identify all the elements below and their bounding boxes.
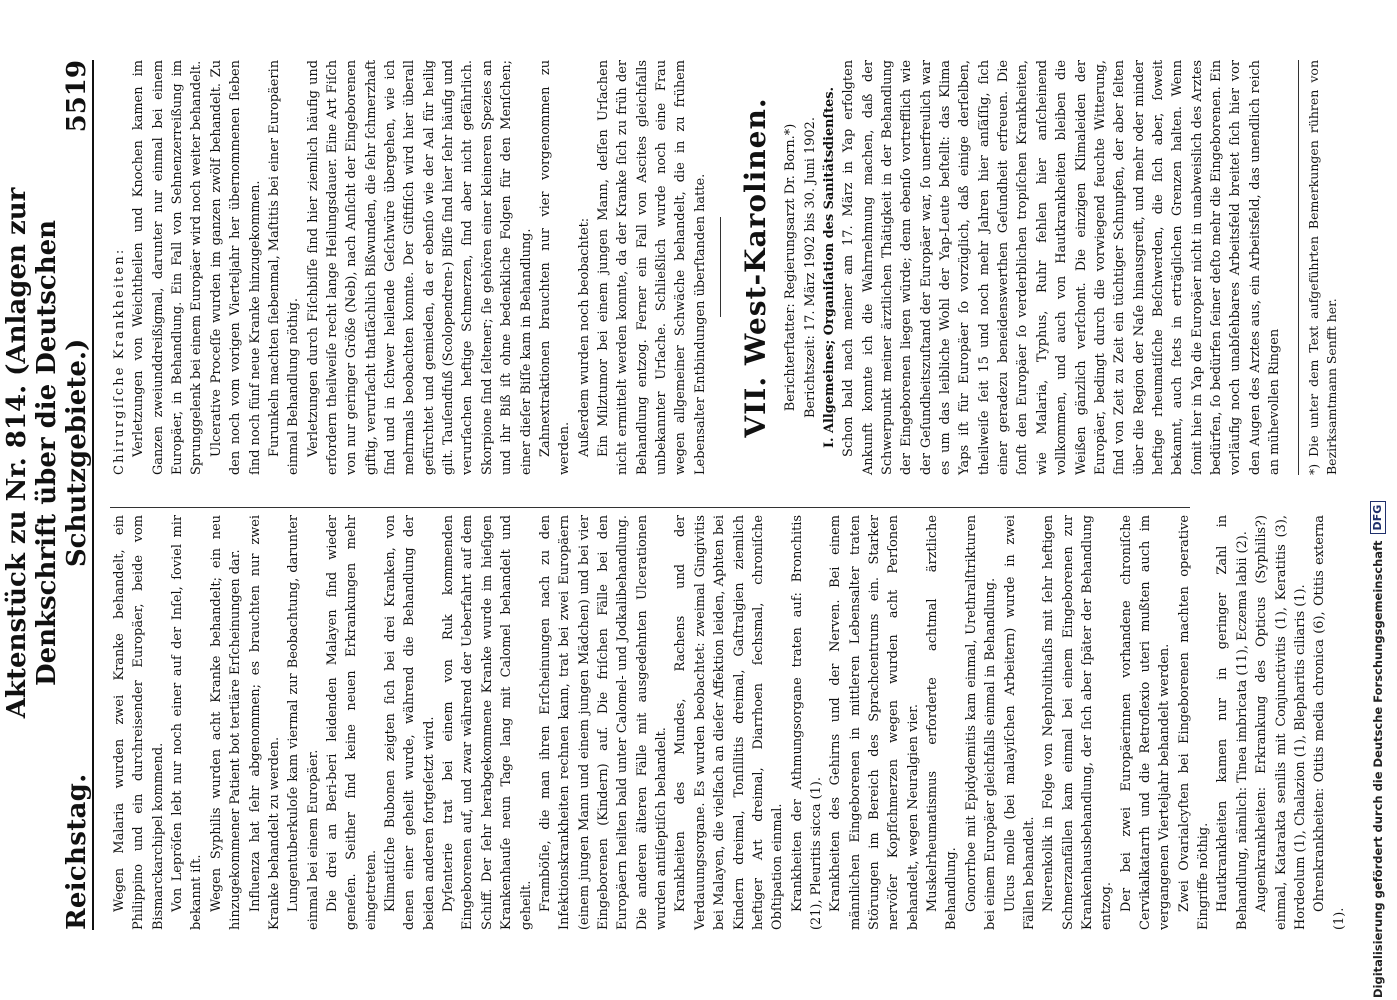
- paragraph: Nierenkolik in Folge von Nephrolithiaſis mit ſehr heftigen Schmerzanfällen kam einmal bei einem Eingeborenen zur Krankenhausbehandlung, der ſich aber ſpäter der Behandlung entzog.: [1041, 515, 1115, 930]
- page-number: 5519: [62, 60, 92, 133]
- header-title: Aktenstück zu Nr. 814. (Anlagen zur Denkschrift über die Deutschen Schutzgebiete.): [2, 187, 92, 719]
- paragraph: Zwei Ovarialcyſten bei Eingeborenen machten operative Eingriffe nöthig.: [1176, 515, 1212, 930]
- paragraph: Verletzungen durch Fiſchbiſſe ſind hier ziemlich häufig und erfordern theilweiſe recht lange Heilungsdauer. Eine Art Fiſch von nur geringer Größe (Neb), nach Anſicht der Eingeborenen giftig, verurſacht thatſächlich Bißwunden, die ſehr ſchmerzhaft ſind und in ſchwer heilende Geſchwüre übergehen, wie ich mehrmals beobachten konnte. Der Giftfiſch wird hier überall gefürchtet und gemieden, da er ebenſo wie der Aal für heilig gilt. Tauſendfuß (Scolopendren-) Biſſe ſind hier ſehr häufig und verurſachen heftige Schmerzen, ſind aber nicht gefährlich. Skorpione ſind ſeltener; ſie gehören einer kleineren Spezies an und ihr Biß iſt ohne bedenkliche Folgen für den Menſchen; einer dieſer Biſſe kam in Behandlung.: [305, 60, 534, 475]
- paragraph: Der bei zwei Europäerinnen vorhandene chroniſche Cervikalkatarrh und die Retroflexio uteri mußten auch im vergangenen Vierteljahr behandelt werden.: [1118, 515, 1173, 930]
- section-heading: [735, 60, 777, 475]
- paragraph: Die drei an Beri-beri leidenden Malayen ſind wieder geneſen. Seither ſind keine neuen Erkrankungen mehr eingetreten.: [324, 515, 379, 930]
- paragraph: Ohrenkrankheiten: Otitis media chronica (6), Otitis externa (1).: [1312, 515, 1347, 930]
- paragraph: Ein Milztumor bei einem jungen Mann, deſſen Urſachen nicht ermittelt werden konnte, da der Kranke ſich zu früh der Behandlung entzog. Ferner ein Fall von Ascites gleichfalls unbekannter Urſache. Schließlich wurde noch eine Frau wegen allgemeiner Schwäche behandelt, die in zu frühem Lebensalter Entbindungen überſtanden hatte.: [595, 60, 708, 475]
- paragraph: Zahnextraktionen brauchten nur vier vorgenommen zu werden.: [537, 60, 573, 475]
- paragraph: Außerdem wurden noch beobachtet:: [576, 217, 592, 457]
- paragraph: Gonorrhoe mit Epidydemitis kam einmal, Urethralſtrikturen bei einem Europäer gleichfalls einmal in Behandlung.: [963, 515, 999, 930]
- subsection-heading: I. Allgemeines; Organiſation des Sanitätsdienſtes.: [821, 86, 837, 449]
- left-column: [110, 515, 1349, 930]
- paragraph: Ulcus molle (bei malayiſchen Arbeitern) wurde in zwei Fällen behandelt.: [1002, 515, 1037, 930]
- paragraph: Krankheiten des Mundes, Rachens und der Verdauungsorgane. Es wurden beobachtet: zweimal Gingivitis bei Malayen, die vielfach an dieſer Affektion leiden, Aphten bei Kindern dreimal, Tonſillitis dreimal, Gaſtralgien ziemlich heftiger Art dreimal, Diarrhoen ſechsmal, chroniſche Obſtipation einmal.: [673, 515, 786, 930]
- paragraph: Dyſenterie trat bei einem von Ruk kommenden Eingeborenen auf, und zwar während der Ueberfahrt auf dem Schiff. Der ſehr herabgekommene Kranke wurde im hieſigen Krankenhauſe neun Tage lang mit Calomel behandelt und geheilt.: [441, 515, 534, 930]
- section-separator: [720, 218, 721, 318]
- paragraph: Lungentuberkuloſe kam viermal zur Beobachtung, darunter einmal bei einem Europäer.: [286, 515, 321, 930]
- paragraph: Muskelrheumatismus erforderte achtmal ärztliche Behandlung.: [925, 515, 960, 930]
- report-period: Berichtszeit: 17. März 1902 bis 30. Juni 1902.: [802, 117, 818, 418]
- header-left: Reichstag.: [62, 773, 92, 930]
- paragraph: Wegen Malaria wurden zwei Kranke behandelt, ein Philippino und ein durchreisender Europäer, beide vom Bismarckarchipel kommend.: [112, 515, 166, 930]
- section-numeral: VII.: [739, 375, 773, 438]
- right-column: [110, 60, 1340, 475]
- paragraph: Influenza hat ſehr abgenommen; es brauchten nur zwei Kranke behandelt zu werden.: [247, 515, 282, 930]
- paragraph: Wegen Syphilis wurden acht Kranke behandelt; ein neu hinzugekommener Patient bot tertiäre Erſcheinungen dar.: [208, 515, 244, 930]
- paragraph: Krankheiten des Gehirns und der Nerven. Bei einem männlichen Eingeborenen in mittleren Lebensalter traten Störungen im Bereich des Sprachcentrums ein. Starker nervöſer Kopfſchmerzen wegen wurden acht Perſonen behandelt, wegen Neuralgien vier.: [828, 515, 921, 930]
- paragraph: Schon bald nach meiner am 17. März in Yap erfolgten Ankunft konnte ich die Wahrnehmung machen, daß der Schwerpunkt meiner ärztlichen Thätigkeit in der Behandlung der Eingeborenen liegen würde; denn ebenſo vortrefflich wie der Geſundheitszuſtand der Europäer war, ſo unerfreulich war es um das leibliche Wohl der Yap-Leute beſtellt: das Klima Yaps iſt für Europäer ſo vorzüglich, daß einige derſelben, theilweiſe ſeit 15 und noch mehr Jahren hier anſäſſig, ſich einer geradezu beneidenswerthen Geſundheit erfreuen. Die ſonſt den Europäer ſo verderblichen tropiſchen Krankheiten, wie Malaria, Typhus, Ruhr fehlen hier anſcheinend vollkommen, und auch von Hautkrankheiten bleiben die Weißen gänzlich verſchont. Die einzigen Klimaleiden der Europäer, bedingt durch die vorwiegend feuchte Witterung, ſind von Zeit zu Zeit ein tüchtiger Schnupfen, der aber ſelten über die Region der Naſe hinausgreift, und mehr oder minder heftige rheumatiſche Beſchwerden, die ſich aber, ſoweit bekannt, auch ſtets in erträglichen Grenzen halten. Wenn ſomit hier in Yap die Europäer nicht in unabweislich des Arztes bedürfen, ſo bedürfen ſeiner deſto mehr die Eingeborenen. Ein vorläufig noch unabſehbares Arbeitsfeld breitet ſich hier vor den Augen des Arztes aus, ein Arbeitsfeld, das unendlich reich an mühevollen Ringen: [841, 60, 1283, 475]
- paragraph: Von Lepröſen lebt nur noch einer auf der Inſel, ſoviel mir bekannt iſt.: [170, 515, 205, 930]
- paragraph: Verletzungen von Weichtheilen und Knochen kamen im Ganzen zweiunddreißigmal, darunter nur einmal bei einem Europäer, in Behandlung. Ein Fall von Sehnenzerreißung im Sprunggelenk bei einem Europäer wird noch weiter behandelt.: [131, 60, 205, 475]
- paragraph: Klimatiſche Bubonen zeigten ſich bei drei Kranken, von denen einer geheilt wurde, während die Behandlung der beiden anderen fortgeſetzt wird.: [383, 515, 437, 930]
- footnote: *) Die unter dem Text aufgeführten Bemerkungen rühren von Bezirksamtmann Senfft her.: [1298, 60, 1340, 475]
- paragraph: Krankheiten der Athmungsorgane traten auf: Bronchitis (21), Pleuritis sicca (1).: [789, 515, 824, 930]
- paragraph: Augenkrankheiten: Erkrankung des Opticus (Syphilis?) einmal, Katarakta senilis mit Conjunctivitis (1), Keratitis (3), Hordeolum (1), Chalazion (1), Blepharitis ciliaris (1).: [1254, 515, 1308, 930]
- page-header: [2, 60, 94, 930]
- paragraph: Ulcerative Proceſſe wurden im ganzen zwölf behandelt. Zu den noch vom vorigen Vierteljahr her übernommenen ſieben ſind noch fünf neue Kranke hinzugekommen.: [208, 60, 263, 475]
- paragraph: Framböſie, die man ihren Erſcheinungen nach zu den Infektionskrankheiten rechnen kann, trat bei zwei Europäern (einem jungen Mann und einem jungen Mädchen) und bei vier Eingeborenen (Kindern) auf. Die friſchen Fälle bei den Europäern heilten bald unter Calomel- und Jodkalibehandlung. Die anderen älteren Fälle mit ausgedehnten Ulcerationen wurden antiſeptiſch behandelt.: [537, 515, 670, 930]
- paragraph: Furunkeln machten ſiebenmal, Maſtitis bei einer Europäerin einmal Behandlung nöthig.: [266, 60, 302, 475]
- dfg-logo: DFG: [1370, 501, 1386, 535]
- credit-text: Digitalisierung gefördert durch die Deutsche Forschungsgemeinschaft: [1371, 540, 1385, 998]
- paragraph: Hautkrankheiten kamen nur in geringer Zahl in Behandlung, nämlich: Tinea imbricata (11), Eczema labii (2).: [1215, 515, 1250, 930]
- reporter-line: Berichterſtatter: Regierungsarzt Dr. Born.*): [783, 123, 799, 412]
- section-label: Chirurgiſche Krankheiten:: [112, 247, 127, 475]
- section-title: West-Karolinen.: [739, 97, 773, 366]
- column-divider: [110, 507, 1190, 508]
- digitization-credit: [1358, 0, 1397, 1000]
